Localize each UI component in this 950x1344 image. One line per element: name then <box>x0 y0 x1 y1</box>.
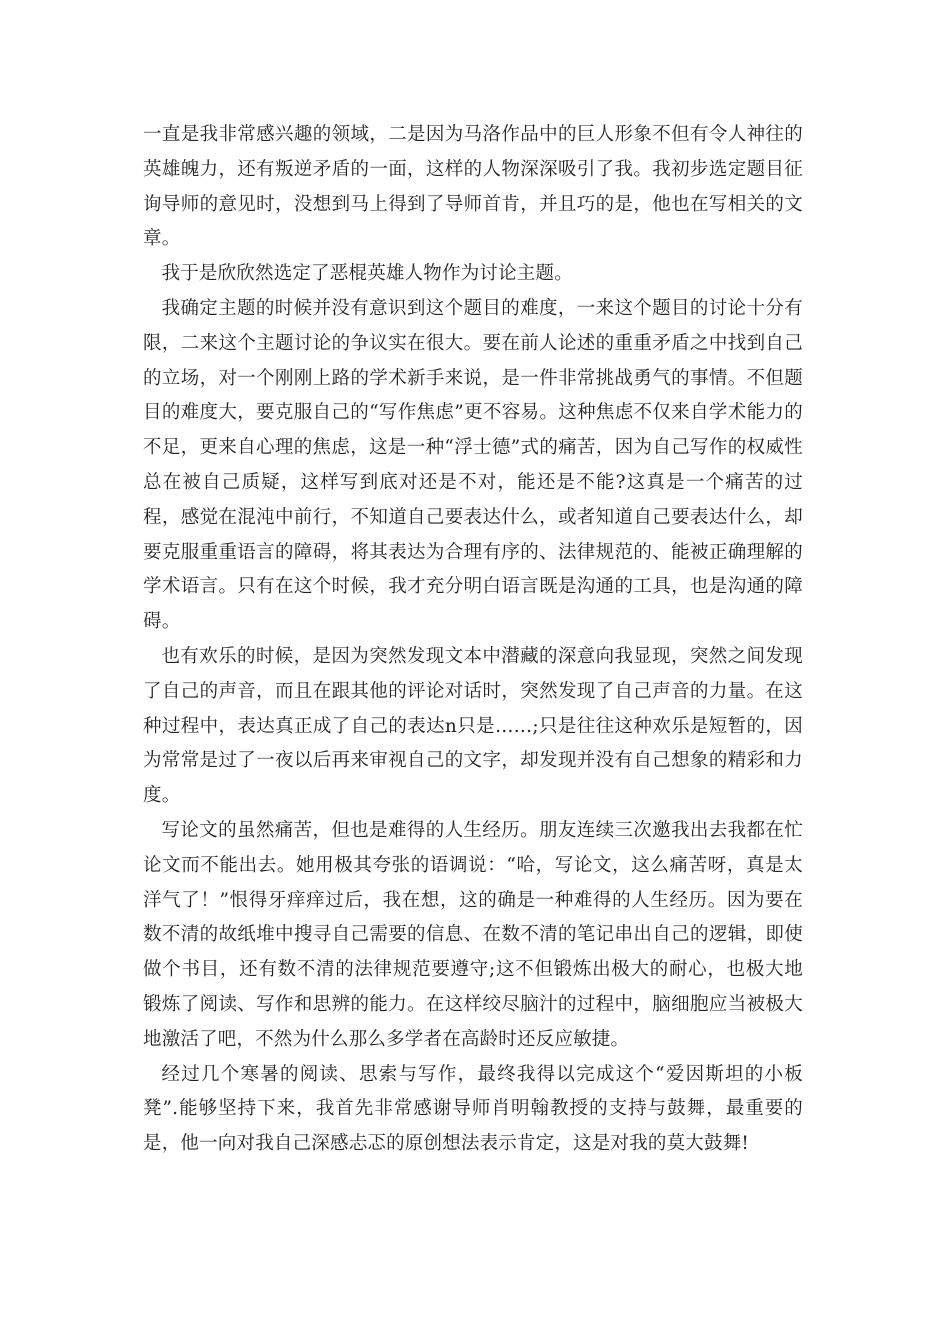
document-body <box>143 118 803 1162</box>
paragraph-6: 经过几个寒暑的阅读、思索与写作，最终我得以完成这个“爱因斯坦的小板凳”.能够坚持下来，我首先非常感谢导师肖明翰教授的支持与鼓舞，最重要的是，他一向对我自己深感忐忑的原创想法表示肯定，这是对我的莫大鼓舞! <box>143 1063 803 1155</box>
paragraph-3: 我确定主题的时候并没有意识到这个题目的难度，一来这个题目的讨论十分有限，二来这个主题讨论的争议实在很大。要在前人论述的重重矛盾之中找到自己的立场，对一个刚刚上路的学术新手来说，是一件非常挑战勇气的事情。不但题目的难度大，要克服自己的“写作焦虑”更不容易。这种焦虑不仅来自学术能力的不足，更来自心理的焦虑，这是一种“浮士德”式的痛苦，因为自己写作的权威性总在被自己质疑，这样写到底对还是不对，能还是不能?这真是一个痛苦的过程，感觉在混沌中前行，不知道自己要表达什么，或者知道自己要表达什么，却要克服重重语言的障碍，将其表达为合理有序的、法律规范的、能被正确理解的学术语言。只有在这个时候，我才充分明白语言既是沟通的工具，也是沟通的障碍。 <box>143 297 803 633</box>
paragraph-4: 也有欢乐的时候，是因为突然发现文本中潜藏的深意向我显现，突然之间发现了自己的声音，而且在跟其他的评论对话时，突然发现了自己声音的力量。在这种过程中，表达真正成了自己的表达n只是……;只是往往这种欢乐是短暂的，因为常常是过了一夜以后再来审视自己的文字，却发现并没有自己想象的精彩和力度。 <box>143 645 803 807</box>
paragraph-2: 我于是欣欣然选定了恶棍英雄人物作为讨论主题。 <box>161 263 573 285</box>
paragraph-5: 写论文的虽然痛苦，但也是难得的人生经历。朋友连续三次邀我出去我都在忙论文而不能出去。她用极其夸张的语调说：“哈，写论文，这么痛苦呀，真是太洋气了！”恨得牙痒痒过后，我在想，这的确是一种难得的人生经历。因为要在数不清的故纸堆中搜寻自己需要的信息、在数不清的笔记串出自己的逻辑，即使做个书目，还有数不清的法律规范要遵守;这不但锻炼出极大的耐心，也极大地锻炼了阅读、写作和思辨的能力。在这样绞尽脑汁的过程中，脑细胞应当被极大地激活了吧，不然为什么那么多学者在高龄时还反应敏捷。 <box>143 819 803 1050</box>
paragraph-1: 一直是我非常感兴趣的领域，二是因为马洛作品中的巨人形象不但有令人神往的英雄魄力，还有叛逆矛盾的一面，这样的人物深深吸引了我。我初步选定题目征询导师的意见时，没想到马上得到了导师首肯，并且巧的是，他也在写相关的文章。 <box>143 124 803 250</box>
